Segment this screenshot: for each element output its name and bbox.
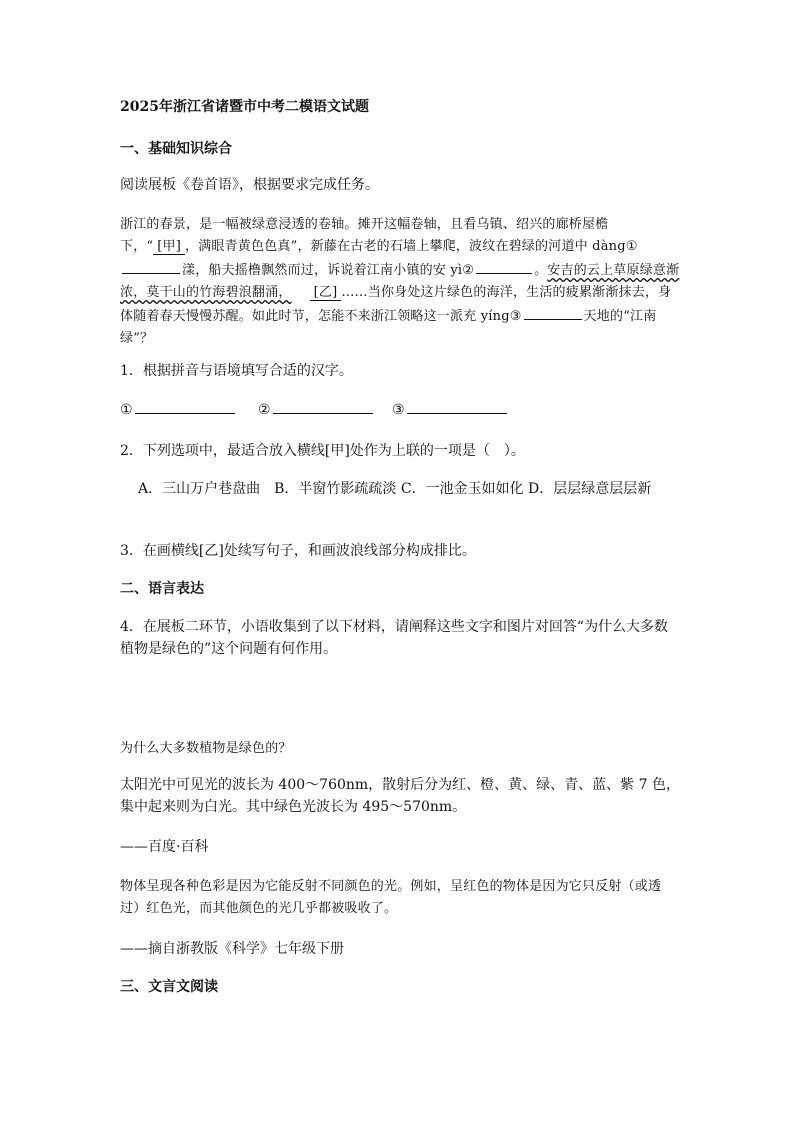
blank-3 — [524, 304, 582, 320]
answer-slot-2 — [258, 398, 375, 418]
blank-2 — [476, 258, 532, 274]
answer-slot-1 — [120, 398, 237, 418]
passage-part-a: 浙江的春景，是一幅被绿意浸透的卷轴。摊开这幅卷轴，且看乌镇、绍兴的廊桥屋檐下，“ — [120, 217, 609, 254]
passage-part-d: 。 — [534, 263, 548, 278]
section-3-heading: 三、文言文阅读 — [120, 979, 218, 995]
passage-part-b: ，满眼青黄色色真”，新藤在古老的石墙上攀爬，波纹在碧绿的河道中 dàng① — [185, 239, 638, 254]
question-4: 4．在展板二环节，小语收集到了以下材料，请阐释这些文字和图片对回答“为什么大多数植物是绿色的”这个问题有何作用。 — [120, 619, 669, 657]
answer-label-3: ③ — [392, 402, 405, 418]
question-1: 1．根据拼音与语境填写合适的汉字。 — [120, 363, 353, 379]
page-title: 2025年浙江省诸暨市中考二模语文试题 — [120, 99, 369, 115]
answer-label-2: ② — [258, 402, 271, 418]
answer-slot-3 — [392, 398, 509, 418]
question-2: 2．下列选项中，最适合放入横线[甲]处作为上联的一项是（ ）。 — [120, 443, 525, 459]
section-2-heading: 二、语言表达 — [120, 581, 204, 597]
answer-blank-2 — [273, 398, 373, 414]
answer-line-q1 — [120, 398, 540, 420]
material-1-text: 太阳光中可见光的波长为 400～760nm，散射后分为红、橙、黄、绿、青、蓝、紫 7 色，集中起来则为白光。其中绿色光波长为 495～570nm。 — [120, 777, 680, 815]
section-1-heading: 一、基础知识综合 — [120, 141, 232, 157]
passage-paragraph — [120, 214, 682, 350]
answer-label-1: ① — [120, 402, 133, 418]
intro-text: 阅读展板《卷首语》，根据要求完成任务。 — [120, 177, 379, 193]
passage-part-f: 天地的“江南绿”？ — [120, 309, 657, 346]
blank-1 — [122, 258, 180, 274]
question-3: 3．在画横线[乙]处续写句子，和画波浪线部分构成排比。 — [120, 543, 476, 559]
blank-yi: [乙] — [310, 285, 342, 301]
material-2-text: 物体呈现各种色彩是因为它能反射不同颜色的光。例如，呈红色的物体是因为它只反射（或透过）红色光，而其他颜色的光几乎都被吸收了。 — [120, 879, 662, 916]
material-1-source: ——百度·百科 — [120, 839, 209, 855]
blank-jia: [甲] — [153, 239, 185, 255]
material-title: 为什么大多数植物是绿色的？ — [120, 741, 292, 756]
answer-blank-3 — [407, 398, 507, 414]
answer-blank-1 — [135, 398, 235, 414]
question-2-options: A．三山万户巷盘曲 B．半窗竹影疏疏淡 C．一池金玉如如化 D．层层绿意层层新 — [138, 481, 652, 497]
wavy-underlined-text: 安吉的云上草原绿意渐浓，莫干山的竹海碧浪翻涌， — [120, 263, 680, 300]
material-2-source: ——摘自浙教版《科学》七年级下册 — [120, 941, 344, 957]
passage-part-c: 漾，船夫摇橹飘然而过，诉说着江南小镇的安 yì② — [182, 263, 475, 278]
passage-part-e: ……当你身处这片绿色的海洋，生活的疲累渐渐抹去，身体随着春天慢慢苏醒。如此时节，怎能不来浙江领略这一派充 yíng③ — [120, 285, 672, 324]
